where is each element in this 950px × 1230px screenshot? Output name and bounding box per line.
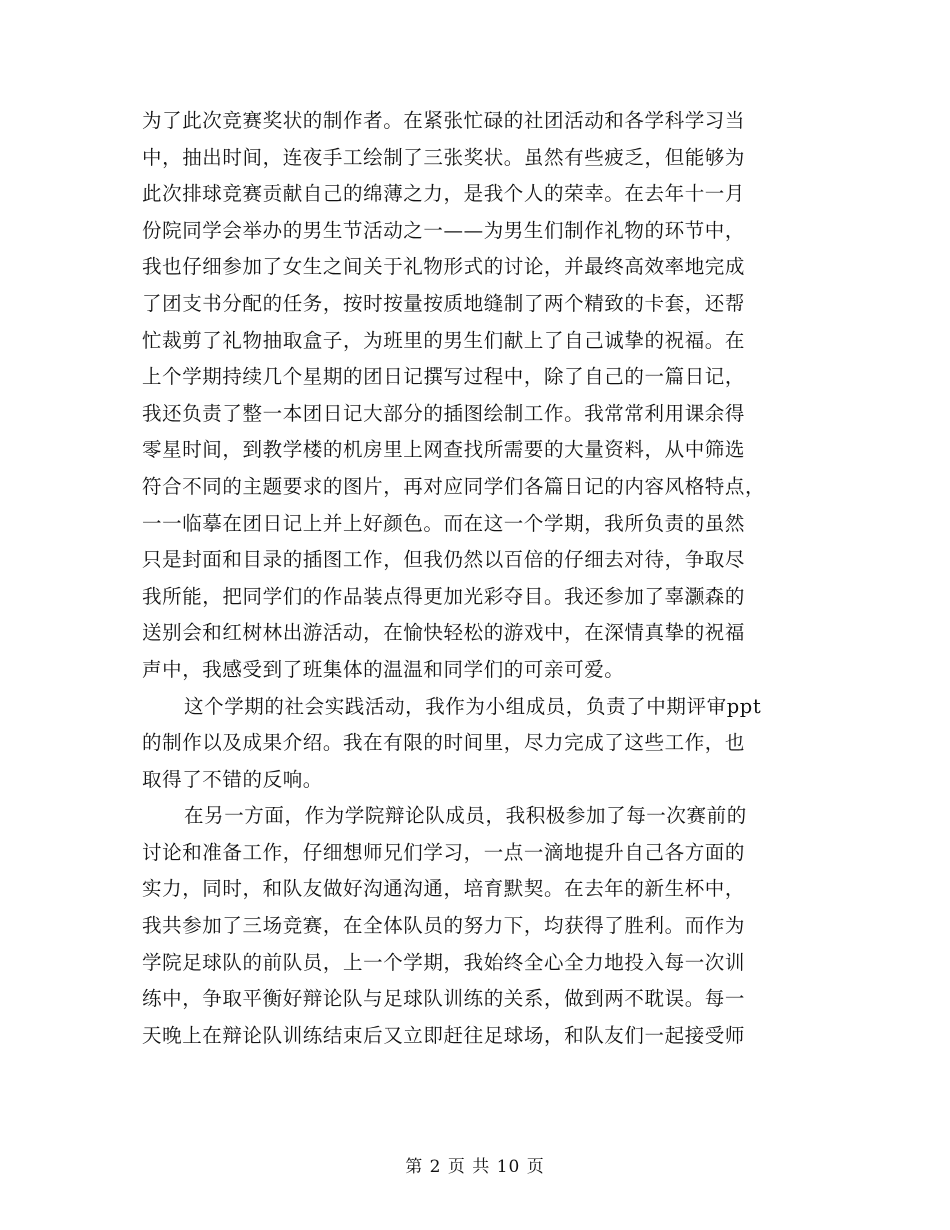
text-line: 符合不同的主题要求的图片，再对应同学们各篇日记的内容风格特点， xyxy=(142,474,766,498)
text-line: 我也仔细参加了女生之间关于礼物形式的讨论，并最终高效率地完成 xyxy=(142,255,746,279)
text-line: 为了此次竞赛奖状的制作者。在紧张忙碌的社团活动和各学科学习当 xyxy=(142,109,746,132)
text-line: 中，抽出时间，连夜手工绘制了三张奖状。虽然有些疲乏，但能够为 xyxy=(142,145,746,169)
paragraph-start-line: 在另一方面，作为学院辩论队成员，我积极参加了每一次赛前的 xyxy=(184,804,747,828)
text-line: 天晚上在辩论队训练结束后又立即赶往足球场，和队友们一起接受师 xyxy=(142,1023,746,1047)
text-line: 上个学期持续几个星期的团日记撰写过程中，除了自己的一篇日记， xyxy=(142,365,746,389)
text-line: 了团支书分配的任务，按时按量按质地缝制了两个精致的卡套，还帮 xyxy=(142,291,746,315)
paragraph-start-line: 这个学期的社会实践活动，我作为小组成员，负责了中期评审ppt xyxy=(184,694,762,718)
text-line: 实力，同时，和队友做好沟通沟通，培育默契。在去年的新生杯中， xyxy=(142,877,746,901)
page-number-footer: 第 2 页 共 10 页 xyxy=(405,1157,545,1177)
text-line: 我共参加了三场竞赛，在全体队员的努力下，均获得了胜利。而作为 xyxy=(142,914,746,938)
text-line: 声中，我感受到了班集体的温温和同学们的可亲可爱。 xyxy=(142,657,625,681)
text-line: 讨论和准备工作，仔细想师兄们学习，一点一滴地提升自己各方面的 xyxy=(142,840,746,864)
document-body xyxy=(142,103,808,1054)
text-line: 零星时间，到教学楼的机房里上网查找所需要的大量资料，从中筛选 xyxy=(142,438,746,462)
text-line: 学院足球队的前队员，上一个学期，我始终全心全力地投入每一次训 xyxy=(142,950,746,974)
text-line: 送别会和红树林出游活动，在愉快轻松的游戏中，在深情真挚的祝福 xyxy=(142,621,746,645)
text-line: 份院同学会举办的男生节活动之一——为男生们制作礼物的环节中， xyxy=(142,218,746,242)
text-line: 我还负责了整一本团日记大部分的插图绘制工作。我常常利用课余得 xyxy=(142,401,746,425)
text-line: 忙裁剪了礼物抽取盒子，为班里的男生们献上了自己诚挚的祝福。在 xyxy=(142,328,746,352)
text-line: 只是封面和目录的插图工作，但我仍然以百倍的仔细去对待，争取尽 xyxy=(142,548,746,572)
text-line: 一一临摹在团日记上并上好颜色。而在这一个学期，我所负责的虽然 xyxy=(142,511,746,535)
text-line: 此次排球竞赛贡献自己的绵薄之力，是我个人的荣幸。在去年十一月 xyxy=(142,182,746,206)
text-line: 的制作以及成果介绍。我在有限的时间里，尽力完成了这些工作，也 xyxy=(142,731,746,755)
text-line: 取得了不错的反响。 xyxy=(142,767,323,791)
text-line: 练中，争取平衡好辩论队与足球队训练的关系，做到两不耽误。每一 xyxy=(142,987,746,1011)
text-line: 我所能，把同学们的作品装点得更加光彩夺目。我还参加了辜灏森的 xyxy=(142,584,746,608)
